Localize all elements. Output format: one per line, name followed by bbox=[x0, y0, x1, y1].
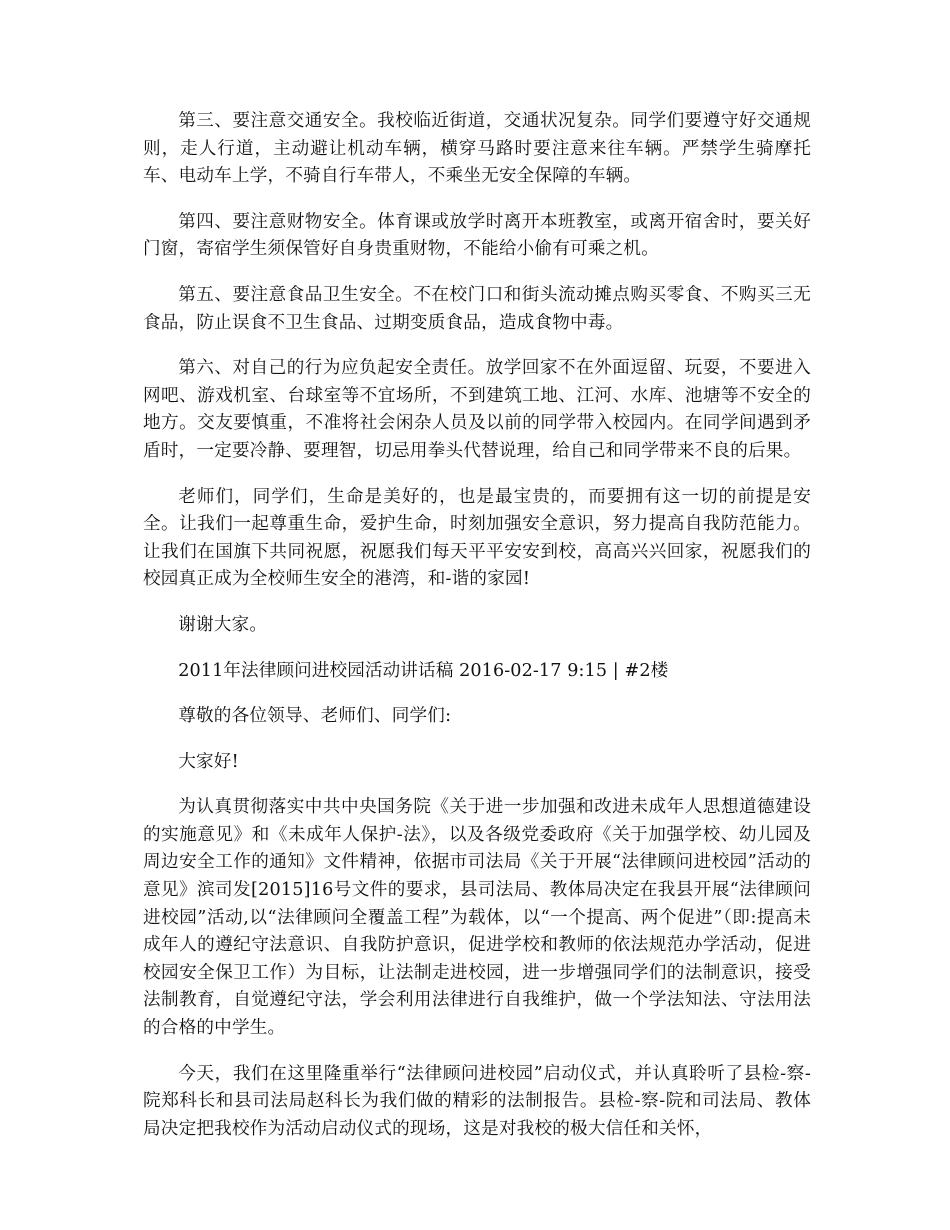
paragraph-closing-wishes: 老师们，同学们，生命是美好的，也是最宝贵的，而要拥有这一切的前提是安全。让我们一起尊重生命，爱护生命，时刻加强安全意识，努力提高自我防范能力。让我们在国旗下共同祝愿，祝愿我们每天平平安安到校，高高兴兴回家，祝愿我们的校园真正成为全校师生安全的港湾，和-谐的家园! bbox=[143, 486, 811, 590]
paragraph-property-safety: 第四、要注意财物安全。体育课或放学时离开本班教室，或离开宿舍时，要关好门窗，寄宿学生须保管好自身贵重财物，不能给小偷有可乘之机。 bbox=[143, 211, 811, 260]
post-header: 2011年法律顾问进校园活动讲话稿 2016-02-17 9:15 | #2楼 bbox=[178, 660, 669, 681]
paragraph-activity-intro: 为认真贯彻落实中共中央国务院《关于进一步加强和改进未成年人思想道德建设的实施意见》和《未成年人保护-法》，以及各级党委政府《关于加强学校、幼儿园及周边安全工作的通知》文件精神，依据市司法局《关于开展“法律顾问进校园”活动的意见》滨司发[2015]16号文件的要求，县司法局、教体局决定在我县开展“法律顾问进校园”活动,以“法律顾问全覆盖工程”为载体，以“一个提高、两个促进”（即:提高未成年人的遵纪守法意识、自我防护意识，促进学校和教师的依法规范办学活动，促进校园安全保卫工作）为目标，让法制走进校园，进一步增强同学们的法制意识，接受法制教育，自觉遵纪守法，学会利用法律进行自我维护，做一个学法知法、守法用法的合格的中学生。 bbox=[143, 797, 811, 1039]
document-page bbox=[143, 108, 811, 1161]
paragraph-food-safety: 第五、要注意食品卫生安全。不在校门口和街头流动摊点购买零食、不购买三无食品，防止误食不卫生食品、过期变质食品，造成食物中毒。 bbox=[143, 284, 811, 333]
paragraph-greeting: 大家好! bbox=[178, 751, 239, 772]
paragraph-salutation: 尊敬的各位领导、老师们、同学们: bbox=[178, 706, 452, 727]
paragraph-ceremony: 今天，我们在这里隆重举行“法律顾问进校园”启动仪式，并认真聆听了县检-察-院郑科长和县司法局赵科长为我们做的精彩的法制报告。县检-察-院和司法局、教体局决定把我校作为活动启动仪式的现场，这是对我校的极大信任和关怀， bbox=[143, 1063, 811, 1139]
paragraph-thanks: 谢谢大家。 bbox=[178, 614, 268, 635]
paragraph-traffic-safety: 第三、要注意交通安全。我校临近街道，交通状况复杂。同学们要遵守好交通规则，走人行道，主动避让机动车辆，横穿马路时要注意来往车辆。严禁学生骑摩托车、电动车上学，不骑自行车带人，不乘坐无安全保障的车辆。 bbox=[143, 111, 811, 187]
paragraph-behavior-responsibility: 第六、对自己的行为应负起安全责任。放学回家不在外面逗留、玩耍，不要进入网吧、游戏机室、台球室等不宜场所，不到建筑工地、江河、水库、池塘等不安全的地方。交友要慎重，不准将社会闲杂人员及以前的同学带入校园内。在同学间遇到矛盾时，一定要冷静、要理智，切忌用拳头代替说理，给自己和同学带来不良的后果。 bbox=[143, 358, 811, 461]
